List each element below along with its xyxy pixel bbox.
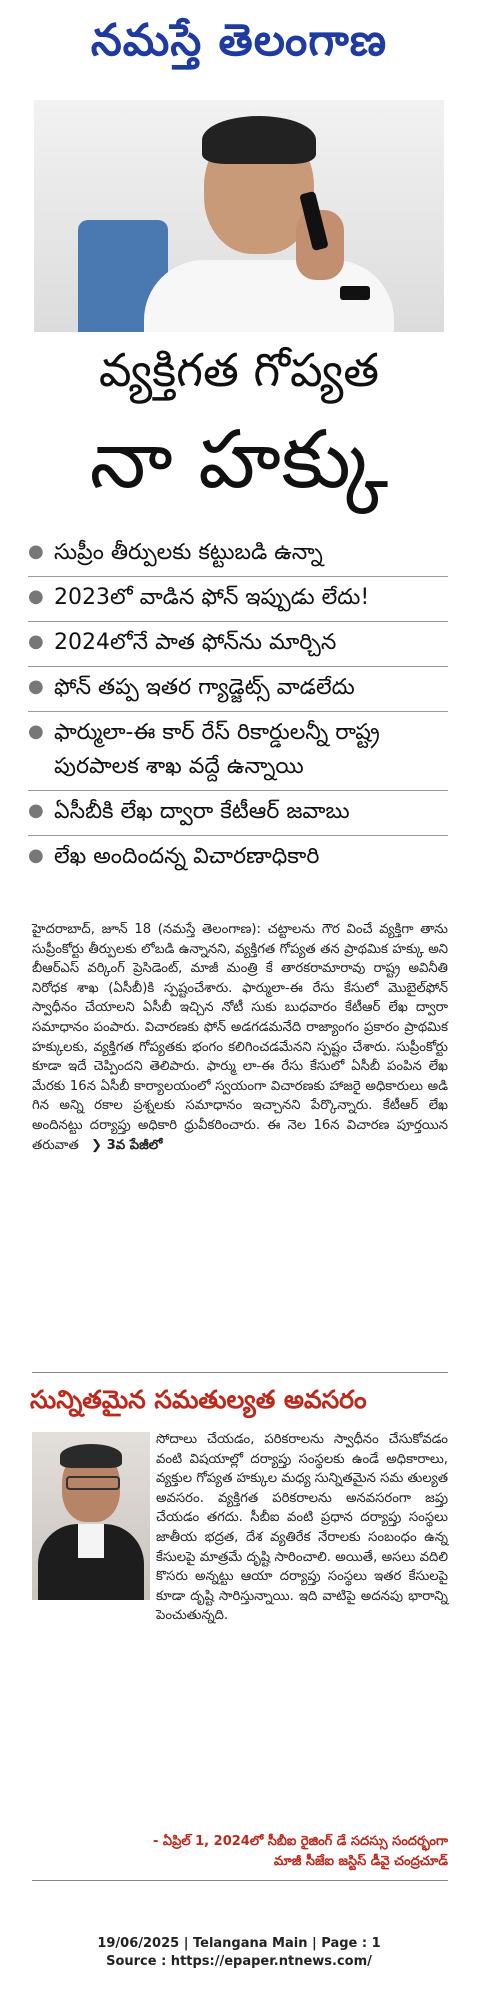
bullet-item [28, 667, 448, 712]
sidebar-title: సున్నితమైన సమతుల్యత అవసరం [30, 1385, 367, 1414]
glasses-icon [66, 1476, 120, 1490]
masthead [0, 0, 478, 92]
story-body [32, 920, 448, 1155]
sidebar-quote: సోదాలు చేయడం, పరికరాలను స్వాధీనం చేసుకోవడం వంటి విషయాల్లో దర్యాప్తు సంస్థలకు ఉండే అధికారాలు, వ్యక్తుల గోప్యత హక్కుల మధ్య సున్నితమైన సమ తుల్యత అవసరం. వ్యక్తిగత పరికరాలను అనవసరంగా జప్తు చేయడం తగదు. సీబీఐ వంటి ప్రధాన దర్యాప్తు సంస్థలు జాతీయ భద్రత, దేశ వ్యతిరేక నేరాలకు సంబంధం ఉన్న కేసులపై మాత్రమే దృష్టి సారించాలి. అయితే, అసలు వదిలి కొసరు అన్నట్టు ఆయా దర్యాప్తు సంస్థలు ఇతర కేసులపై కూడా దృష్టి సారిస్తున్నాయి. ఇది వాటిపై అదనపు భారాన్ని పెంచుతున్నది. [156, 1432, 448, 1624]
bullet-text: ఫార్ములా-ఈ కార్ రేస్ రికార్డులన్నీ రాష్ట్ర పురపాలక శాఖ వద్దే ఉన్నాయి [54, 720, 380, 779]
lead-photo [34, 100, 444, 332]
portrait-collar [78, 1524, 104, 1558]
photo-hair [202, 116, 316, 164]
bullet-text: ఏసీబీకి లేఖ ద్వారా కేటీఆర్ జవాబు [54, 799, 350, 824]
bullet-text: లేఖ అందిందన్న విచారణాధికారి [54, 844, 320, 869]
footer-divider [32, 1880, 448, 1881]
continued-text: 3వ పేజీలో [106, 1137, 163, 1153]
attribution-line-2: మాజీ సీజేఐ జస్టిస్ డీవై చంద్రచూడ్ [273, 1854, 448, 1869]
bullet-icon: ● [28, 541, 44, 562]
page-footer [0, 1935, 478, 1971]
bullet-text: 2023లో వాడిన ఫోన్ ఇప్పుడు లేదు! [54, 585, 370, 610]
headline-line-1: వ్యక్తిగత గోప్యత [98, 343, 380, 397]
portrait-photo [32, 1432, 150, 1600]
masthead-title: నమస్తే తెలంగాణ [90, 15, 388, 66]
attribution-line-1: - ఏప్రిల్ 1, 2024లో సీబీఐ రైజింగ్ డే సదస్సు సందర్భంగా [152, 1834, 448, 1849]
headline-line-2: నా హక్కు [89, 413, 389, 506]
bullet-icon: ● [28, 586, 44, 607]
section-divider [32, 1372, 448, 1373]
bullet-icon: ● [28, 800, 44, 821]
quote-attribution [40, 1832, 448, 1872]
bullet-list [28, 532, 448, 880]
bullet-icon: ● [28, 676, 44, 697]
continued-marker: ❯ 3వ పేజీలో [90, 1137, 163, 1153]
bullet-text: సుప్రీం తీర్పులకు కట్టుబడి ఉన్నా [54, 540, 323, 565]
bullet-item [28, 532, 448, 577]
footer-source-line: Source : https://epaper.ntnews.com/ [106, 1954, 372, 1969]
bullet-icon: ● [28, 721, 44, 742]
bullet-item [28, 836, 448, 880]
bullet-icon: ● [28, 631, 44, 652]
bullet-text: 2024లోనే పాత ఫోన్‌ను మార్చిన [54, 630, 337, 655]
bullet-item [28, 577, 448, 622]
bullet-text: ఫోన్ తప్ప ఇతర గ్యాడ్జెట్స్ వాడలేదు [54, 675, 355, 700]
footer-date-line: 19/06/2025 | Telangana Main | Page : 1 [97, 1936, 381, 1951]
bullet-item [28, 622, 448, 667]
story-text: హైదరాబాద్, జూన్ 18 (నమస్తే తెలంగాణ): చట్టాలను గౌర వించే వ్యక్తిగా తాను సుప్రీంకోర్టు తీర్పులకు లోబడి ఉన్నానని, వ్యక్తిగత గోప్యత తన ప్రాథమిక హక్కు అని బీఆర్ఎస్ వర్కింగ్ ప్రెసిడెంట్, మాజీ మంత్రి కే తారకరామారావు రాష్ట్ర అవినీతి నిరోధక శాఖ (ఏసీబీ)కి స్పష్టంచేశారు. ఫార్ములా-ఈ రేసు కేసులో మొబైల్‌ఫోన్ స్వాధీనం చేయాలని ఏసీబీ ఇచ్చిన నోటీ సుకు బుధవారం కేటీఆర్ లేఖ ద్వారా సమాధానం పంపారు. విచారణకు ఫోన్ అడగడమనేది రాజ్యాంగం ప్రకారం ప్రాథమిక హక్కులకు, వ్యక్తిగత గోప్యతకు భంగం కలిగించడమేనని స్పష్టం చేశారు. సుప్రీంకోర్టు కూడా ఇదే చెప్పిందని తెలిపారు. ఫార్ము లా-ఈ రేసు కేసులో ఏసీబీ పంపిన లేఖ మేరకు 16న ఏసీబీ కార్యాలయంలో స్వయంగా విచారణకు హాజరై అధికారులు అడి గిన అన్ని రకాల ప్రశ్నలకు సమాధానం ఇచ్చానని పేర్కొన్నారు. కేటీఆర్ లేఖ అందినట్టు దర్యాప్తు అధికారి ధ్రువీకరించారు. ఈ నెల 16న విచారణ పూర్తయిన తరువాత [32, 922, 448, 1153]
bullet-item [28, 712, 448, 791]
bullet-icon: ● [28, 845, 44, 866]
portrait-hair [60, 1444, 122, 1468]
bullet-item [28, 791, 448, 836]
watch-icon [340, 286, 370, 300]
